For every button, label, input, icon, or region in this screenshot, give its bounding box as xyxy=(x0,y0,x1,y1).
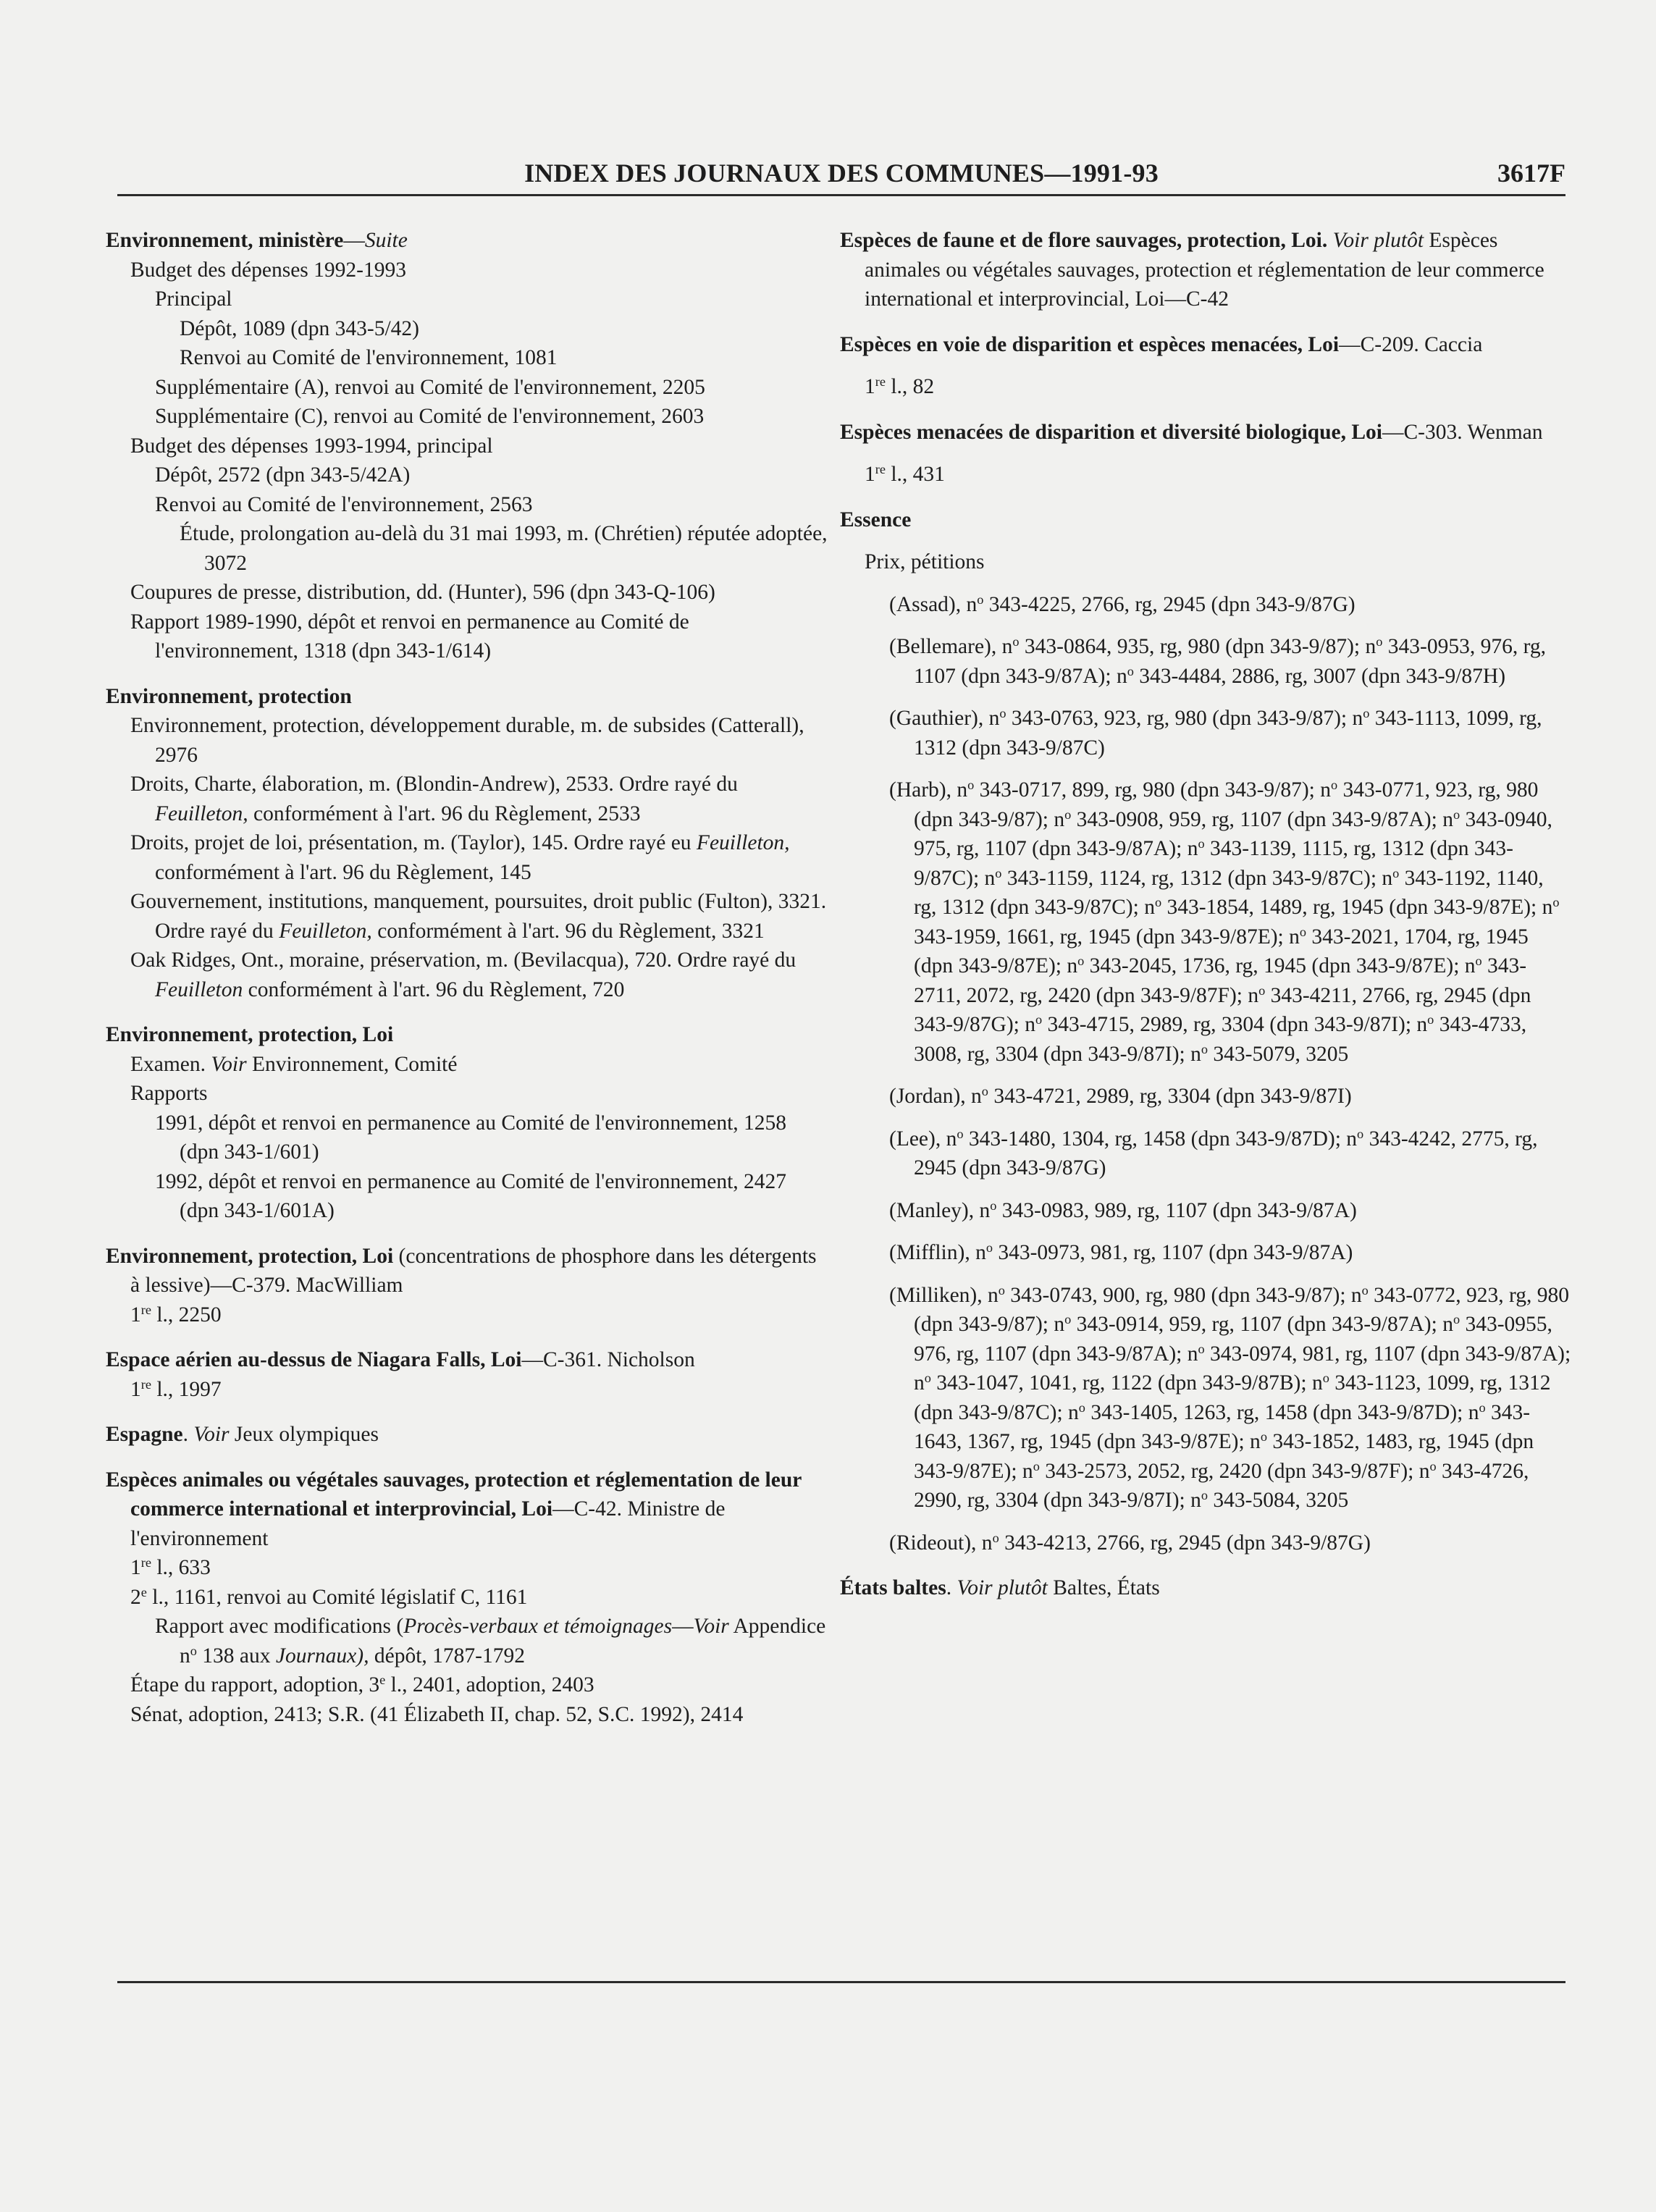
index-subentry: Oak Ridges, Ont., moraine, préservation, m. (Bevilacqua), 720. Ordre rayé du Feuilleton conformément à l'art. 96 du Règlement, 720 xyxy=(130,949,797,1001)
index-subentry: Examen. Voir Environnement, Comité xyxy=(130,1052,458,1076)
index-subentry: 1re l., 2250 xyxy=(130,1302,222,1326)
index-subentry: Environnement, protection, développement durable, m. de subsides (Catterall), 2976 xyxy=(130,714,804,767)
page-number: 3617F xyxy=(1497,159,1565,188)
index-subentry: Sénat, adoption, 2413; S.R. (41 Élizabeth II, chap. 52, S.C. 1992), 2414 xyxy=(130,1702,744,1726)
left-column xyxy=(106,226,830,1745)
index-heading: Espèces menacées de disparition et diversité biologique, Loi—C-303. Wenman xyxy=(840,420,1543,444)
index-subentry: Dépôt, 1089 (dpn 343-5/42) xyxy=(180,316,420,340)
index-entry xyxy=(106,1345,830,1404)
index-heading: Environnement, ministère—Suite xyxy=(106,229,408,252)
index-subentry: 1re l., 82 xyxy=(865,374,935,398)
index-subentry: Étude, prolongation au-delà du 31 mai 1993, m. (Chrétien) réputée adoptée, 3072 xyxy=(180,522,828,575)
index-entry xyxy=(106,1242,830,1330)
index-subentry: (Bellemare), $n^o$ 343-0864, 935, rg, 980 (dpn 343-9/87); $n^o$ 343-0953, 976, rg, 1107 (dpn 343-9/87A); $n^o$ 343-4484, 2886, rg, 3007 (dpn 343-9/87H) xyxy=(889,634,1547,688)
index-subentry: Coupures de presse, distribution, dd. (Hunter), 596 (dpn 343-Q-106) xyxy=(130,581,715,604)
index-subentry: (Gauthier), $n^o$ 343-0763, 923, rg, 980 (dpn 343-9/87); $n^o$ 343-1113, 1099, rg, 1312 (dpn 343-9/87C) xyxy=(889,705,1542,760)
index-subentry: Budget des dépenses 1992-1993 xyxy=(130,258,406,282)
index-entry xyxy=(106,1420,830,1450)
index-heading: États baltes. Voir plutôt Baltes, États xyxy=(840,1576,1160,1599)
index-entry xyxy=(840,1573,1571,1603)
index-subentry: Droits, Charte, élaboration, m. (Blondin-Andrew), 2533. Ordre rayé du Feuilleton, conformément à l'art. 96 du Règlement, 2533 xyxy=(130,773,738,825)
page-title: INDEX DES JOURNAUX DES COMMUNES—1991-93 xyxy=(524,159,1159,188)
index-entry xyxy=(106,1020,830,1226)
index-subentry: Rapport 1989-1990, dépôt et renvoi en permanence au Comité de l'environnement, 1318 (dpn 343-1/614) xyxy=(130,610,689,663)
index-heading: Espèces de faune et de flore sauvages, protection, Loi. Voir plutôt Espèces animales ou végétales sauvages, protection et réglementation de leur commerce international et interprovincial, Loi—C-42 xyxy=(840,229,1544,311)
index-entry xyxy=(106,226,830,666)
index-entry xyxy=(106,1465,830,1730)
index-subentry: Droits, projet de loi, présentation, m. (Taylor), 145. Ordre rayé eu Feuilleton, conformément à l'art. 96 du Règlement, 145 xyxy=(130,831,790,884)
index-heading: Environnement, protection, Loi (concentrations de phosphore dans les détergents à lessive)—C-379. MacWilliam xyxy=(106,1244,817,1297)
index-subentry: Renvoi au Comité de l'environnement, 1081 xyxy=(180,346,558,369)
index-entry xyxy=(106,682,830,1005)
index-subentry: 1re l., 431 xyxy=(865,461,945,486)
index-entry xyxy=(840,226,1571,314)
index-entry xyxy=(840,505,1571,1558)
index-subentry: (Assad), $n^o$ 343-4225, 2766, rg, 2945 (dpn 343-9/87G) xyxy=(889,592,1356,616)
index-subentry: 1991, dépôt et renvoi en permanence au Comité de l'environnement, 1258 (dpn 343-1/601) xyxy=(155,1111,787,1164)
index-subentry: 1re l., 1997 xyxy=(130,1376,222,1401)
index-heading: Environnement, protection xyxy=(106,684,352,708)
index-heading: Espagne. Voir Jeux olympiques xyxy=(106,1423,379,1446)
index-subentry: 1re l., 633 xyxy=(130,1555,211,1579)
footer-rule xyxy=(117,1981,1565,1983)
index-subentry: (Harb), $n^o$ 343-0717, 899, rg, 980 (dpn 343-9/87); $n^o$ 343-0771, 923, rg, 980 (dpn 343-9/87); $n^o$ 343-0908, 959, rg, 1107 (dpn 343-9/87A); $n^o$ 343-0940, 975, rg, 1107 (dpn 343-9/87A); $n^o$ 343-1139, 1115, rg, 1312 (dpn 343-9/87C); $n^o$ 343-1159, 1124, rg, 1312 (dpn 343-9/87C); $n^o$ 343-1192, 1140, rg, 1312 (dpn 343-9/87C); $n^o$ 343-1854, 1489, rg, 1945 (dpn 343-9/87E); $n^o$ 343-1959, 1661, rg, 1945 (dpn 343-9/87E); $n^o$ 343-2021, 1704, rg, 1945 (dpn 343-9/87E); $n^o$ 343-2045, 1736, rg, 1945 (dpn 343-9/87E); $n^o$ 343-2711, 2072, rg, 2420 (dpn 343-9/87F); $n^o$ 343-4211, 2766, rg, 2945 (dpn 343-9/87G); $n^o$ 343-4715, 2989, rg, 3304 (dpn 343-9/87I); $n^o$ 343-4733, 3008, rg, 3304 (dpn 343-9/87I); $n^o$ 343-5079, 3205 xyxy=(889,777,1560,1066)
running-header xyxy=(117,154,1565,196)
index-subentry: Étape du rapport, adoption, 3e l., 2401, adoption, 2403 xyxy=(130,1672,594,1696)
index-subentry: Prix, pétitions xyxy=(865,550,985,573)
index-subentry: Dépôt, 2572 (dpn 343-5/42A) xyxy=(155,463,411,487)
index-subentry: Gouvernement, institutions, manquement, poursuites, droit public (Fulton), 3321. Ordre rayé du Feuilleton, conformément à l'art. 96 du Règlement, 3321 xyxy=(130,890,827,943)
index-subentry: Supplémentaire (A), renvoi au Comité de l'environnement, 2205 xyxy=(155,375,705,399)
index-heading: Espèces en voie de disparition et espèces menacées, Loi—C-209. Caccia xyxy=(840,332,1483,356)
index-subentry: (Jordan), $n^o$ 343-4721, 2989, rg, 3304 (dpn 343-9/87I) xyxy=(889,1083,1352,1108)
index-subentry: (Rideout), $n^o$ 343-4213, 2766, rg, 2945 (dpn 343-9/87G) xyxy=(889,1530,1371,1555)
index-subentry: Supplémentaire (C), renvoi au Comité de l'environnement, 2603 xyxy=(155,405,705,428)
index-subentry: (Lee), $n^o$ 343-1480, 1304, rg, 1458 (dpn 343-9/87D); $n^o$ 343-4242, 2775, rg, 2945 (dpn 343-9/87G) xyxy=(889,1126,1538,1179)
index-subentry: Rapport avec modifications (Procès-verbaux et témoignages—Voir Appendice $n^o$ 138 aux Journaux), dépôt, 1787-1792 xyxy=(155,1615,826,1668)
index-subentry: (Mifflin), $n^o$ 343-0973, 981, rg, 1107 (dpn 343-9/87A) xyxy=(889,1240,1353,1264)
index-subentry: (Manley), $n^o$ 343-0983, 989, rg, 1107 (dpn 343-9/87A) xyxy=(889,1198,1357,1222)
index-entry xyxy=(840,418,1571,489)
index-subentry: Renvoi au Comité de l'environnement, 2563 xyxy=(155,492,533,516)
index-subentry: Principal xyxy=(155,287,232,311)
index-entry xyxy=(840,330,1571,402)
index-subentry: Rapports xyxy=(130,1082,208,1105)
index-subentry: 1992, dépôt et renvoi en permanence au Comité de l'environnement, 2427 (dpn 343-1/601A) xyxy=(155,1169,787,1222)
right-column xyxy=(840,226,1571,1619)
index-heading: Essence xyxy=(840,508,912,531)
index-heading: Environnement, protection, Loi xyxy=(106,1023,394,1046)
index-heading: Espèces animales ou végétales sauvages, protection et réglementation de leur commerce international et interprovincial, Loi—C-42. Ministre de l'environnement xyxy=(106,1468,802,1550)
index-heading: Espace aérien au-dessus de Niagara Falls, Loi—C-361. Nicholson xyxy=(106,1348,695,1371)
index-subentry: 2e l., 1161, renvoi au Comité législatif C, 1161 xyxy=(130,1584,528,1609)
index-subentry: Budget des dépenses 1993-1994, principal xyxy=(130,434,493,458)
index-subentry: (Milliken), $n^o$ 343-0743, 900, rg, 980 (dpn 343-9/87); $n^o$ 343-0772, 923, rg, 980 (dpn 343-9/87); $n^o$ 343-0914, 959, rg, 1107 (dpn 343-9/87A); $n^o$ 343-0955, 976, rg, 1107 (dpn 343-9/87A); $n^o$ 343-0974, 981, rg, 1107 (dpn 343-9/87A); $n^o$ 343-1047, 1041, rg, 1122 (dpn 343-9/87B); $n^o$ 343-1123, 1099, rg, 1312 (dpn 343-9/87C); $n^o$ 343-1405, 1263, rg, 1458 (dpn 343-9/87D); $n^o$ 343-1643, 1367, rg, 1945 (dpn 343-9/87E); $n^o$ 343-1852, 1483, rg, 1945 (dpn 343-9/87E); $n^o$ 343-2573, 2052, rg, 2420 (dpn 343-9/87F); $n^o$ 343-4726, 2990, rg, 3304 (dpn 343-9/87I); $n^o$ 343-5084, 3205 xyxy=(889,1282,1571,1512)
